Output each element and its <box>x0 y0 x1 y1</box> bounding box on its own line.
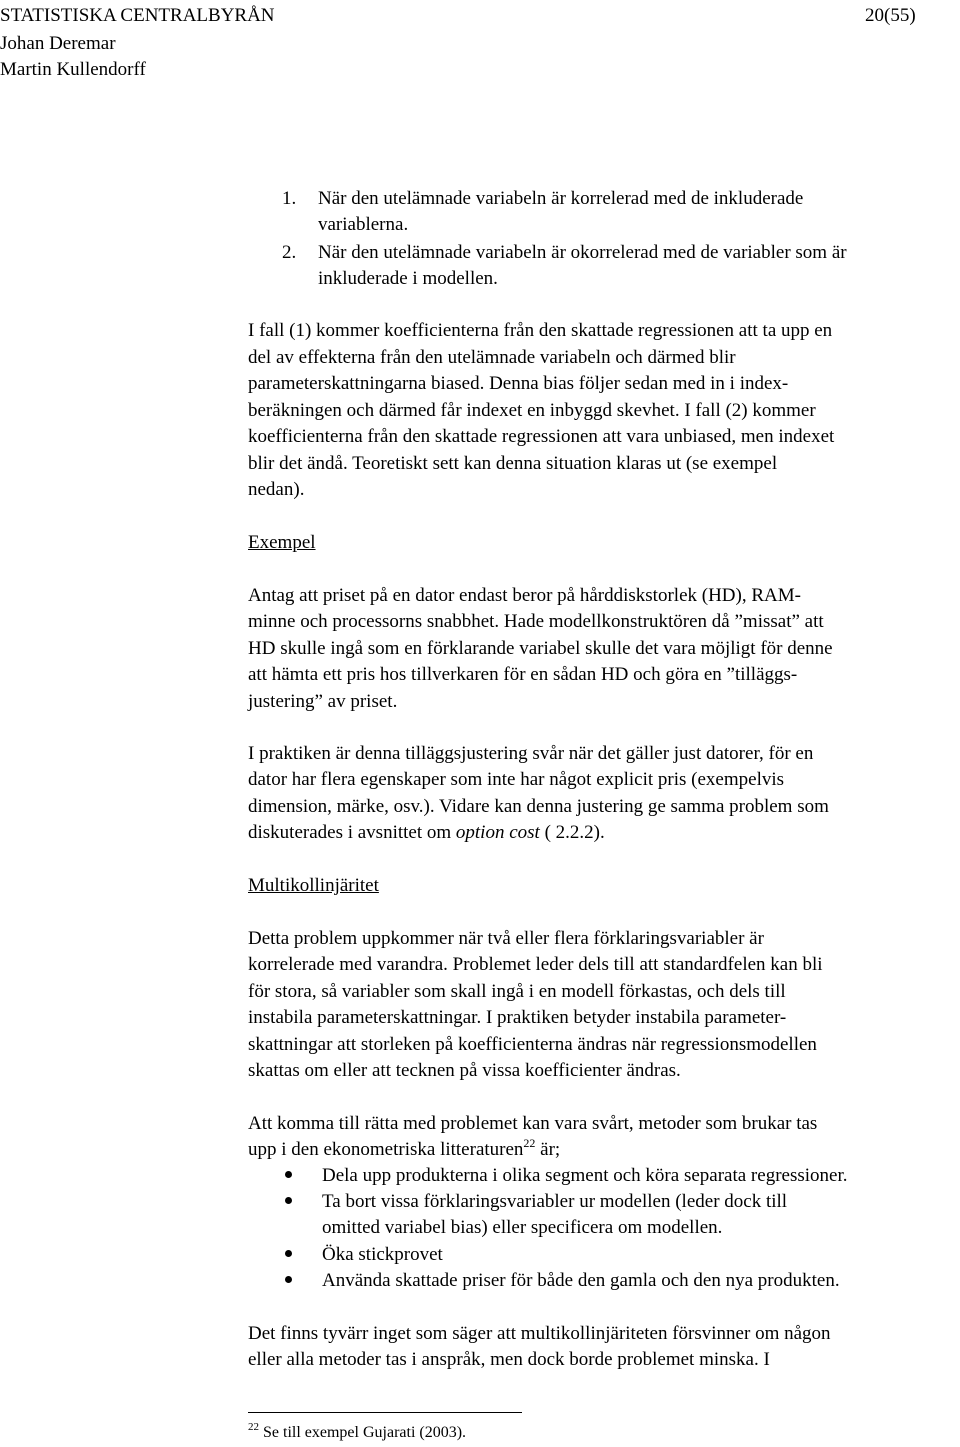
section-heading-multicollinearity: Multikollinjäritet <box>248 875 379 896</box>
header-author-2: Martin Kullendorff <box>0 59 146 80</box>
paragraph-line: för stora, så variabler som skall ingå i en modell förkastas, och dels till <box>248 981 786 1002</box>
paragraph-line: I praktiken är denna tilläggsjustering svår när det gäller just datorer, för en <box>248 743 814 764</box>
bullet-item-continuation: omitted variabel bias) eller specificera om modellen. <box>322 1217 723 1238</box>
bullet-item: Öka stickprovet <box>322 1244 443 1265</box>
list-item-line: inkluderade i modellen. <box>318 268 498 289</box>
paragraph-line: eller alla metoder tas i anspråk, men dock borde problemet minska. I <box>248 1349 770 1370</box>
paragraph-line: dator har flera egenskaper som inte har något explicit pris (exempelvis <box>248 769 785 790</box>
paragraph-line: justering” av priset. <box>248 691 398 712</box>
bullet-icon <box>285 1276 292 1283</box>
footnote-reference[interactable]: 22 <box>523 1136 536 1150</box>
paragraph-line: Antag att priset på en dator endast beror på hårddiskstorlek (HD), RAM- <box>248 585 801 606</box>
bullet-item: Använda skattade priser för både den gamla och den nya produkten. <box>322 1270 840 1291</box>
paragraph-line: HD skulle ingå som en förklarande variabel skulle det vara möjligt för denne <box>248 638 833 659</box>
header-organization: STATISTISKA CENTRALBYRÅN <box>0 5 275 26</box>
page-number: 20(55) <box>865 5 916 26</box>
bullet-item: Ta bort vissa förklaringsvariabler ur modellen (leder dock till <box>322 1191 788 1212</box>
paragraph-line: skattningar att storleken på koefficienterna ändras när regressionsmodellen <box>248 1034 817 1055</box>
bullet-icon <box>285 1171 292 1178</box>
list-item-line: När den utelämnade variabeln är korrelerad med de inkluderade <box>318 188 804 209</box>
list-item-line: variablerna. <box>318 214 409 235</box>
paragraph-line: att hämta ett pris hos tillverkaren för en sådan HD och göra en ”tilläggs- <box>248 664 798 685</box>
paragraph-line: dimension, märke, osv.). Vidare kan denna justering ge samma problem som <box>248 796 829 817</box>
paragraph-line: del av effekterna från den utelämnade variabeln och därmed blir <box>248 347 736 368</box>
bullet-item: Dela upp produkterna i olika segment och köra separata regressioner. <box>322 1165 848 1186</box>
footnote: $^{22}$ Se till exempel Gujarati (2003). <box>248 1421 467 1441</box>
bullet-icon <box>285 1250 292 1257</box>
paragraph-line: koefficienterna från den skattade regressionen att vara unbiased, men indexet <box>248 426 835 447</box>
paragraph-line: minne och processorns snabbhet. Hade modellkonstruktören då ”missat” att <box>248 611 824 632</box>
paragraph-line: upp i den ekonometriska litteraturen$^{22}$ är; <box>248 1136 561 1160</box>
paragraph-line: diskuterades i avsnittet om option cost ( 2.2.2). <box>248 822 605 843</box>
section-heading-example: Exempel <box>248 532 316 553</box>
paragraph-line: korrelerade med varandra. Problemet leder dels till att standardfelen kan bli <box>248 954 823 975</box>
paragraph-line: skattas om eller att tecknen på vissa koefficienter ändras. <box>248 1060 681 1081</box>
paragraph-line: blir det ändå. Teoretiskt sett kan denna situation klaras ut (se exempel <box>248 453 778 474</box>
header-author-1: Johan Deremar <box>0 33 116 54</box>
paragraph-line: I fall (1) kommer koefficienterna från den skattade regressionen att ta upp en <box>248 320 833 341</box>
list-number: 1. <box>282 188 297 209</box>
list-item-line: När den utelämnade variabeln är okorrelerad med de variabler som är <box>318 242 847 263</box>
paragraph-line: nedan). <box>248 479 305 500</box>
paragraph-line: Att komma till rätta med problemet kan vara svårt, metoder som brukar tas <box>248 1113 818 1134</box>
paragraph-line: Det finns tyvärr inget som säger att multikollinjäriteten försvinner om någon <box>248 1323 831 1344</box>
paragraph-line: parameterskattningarna biased. Denna bias följer sedan med in i index- <box>248 373 789 394</box>
paragraph-line: instabila parameterskattningar. I praktiken betyder instabila parameter- <box>248 1007 787 1028</box>
footnote-divider <box>248 1412 522 1413</box>
bullet-icon <box>285 1197 292 1204</box>
paragraph-line: Detta problem uppkommer när två eller flera förklaringsvariabler är <box>248 928 764 949</box>
paragraph-line: beräkningen och därmed får indexet en inbyggd skevhet. I fall (2) kommer <box>248 400 816 421</box>
list-number: 2. <box>282 242 297 263</box>
italic-term: option cost <box>455 822 540 843</box>
